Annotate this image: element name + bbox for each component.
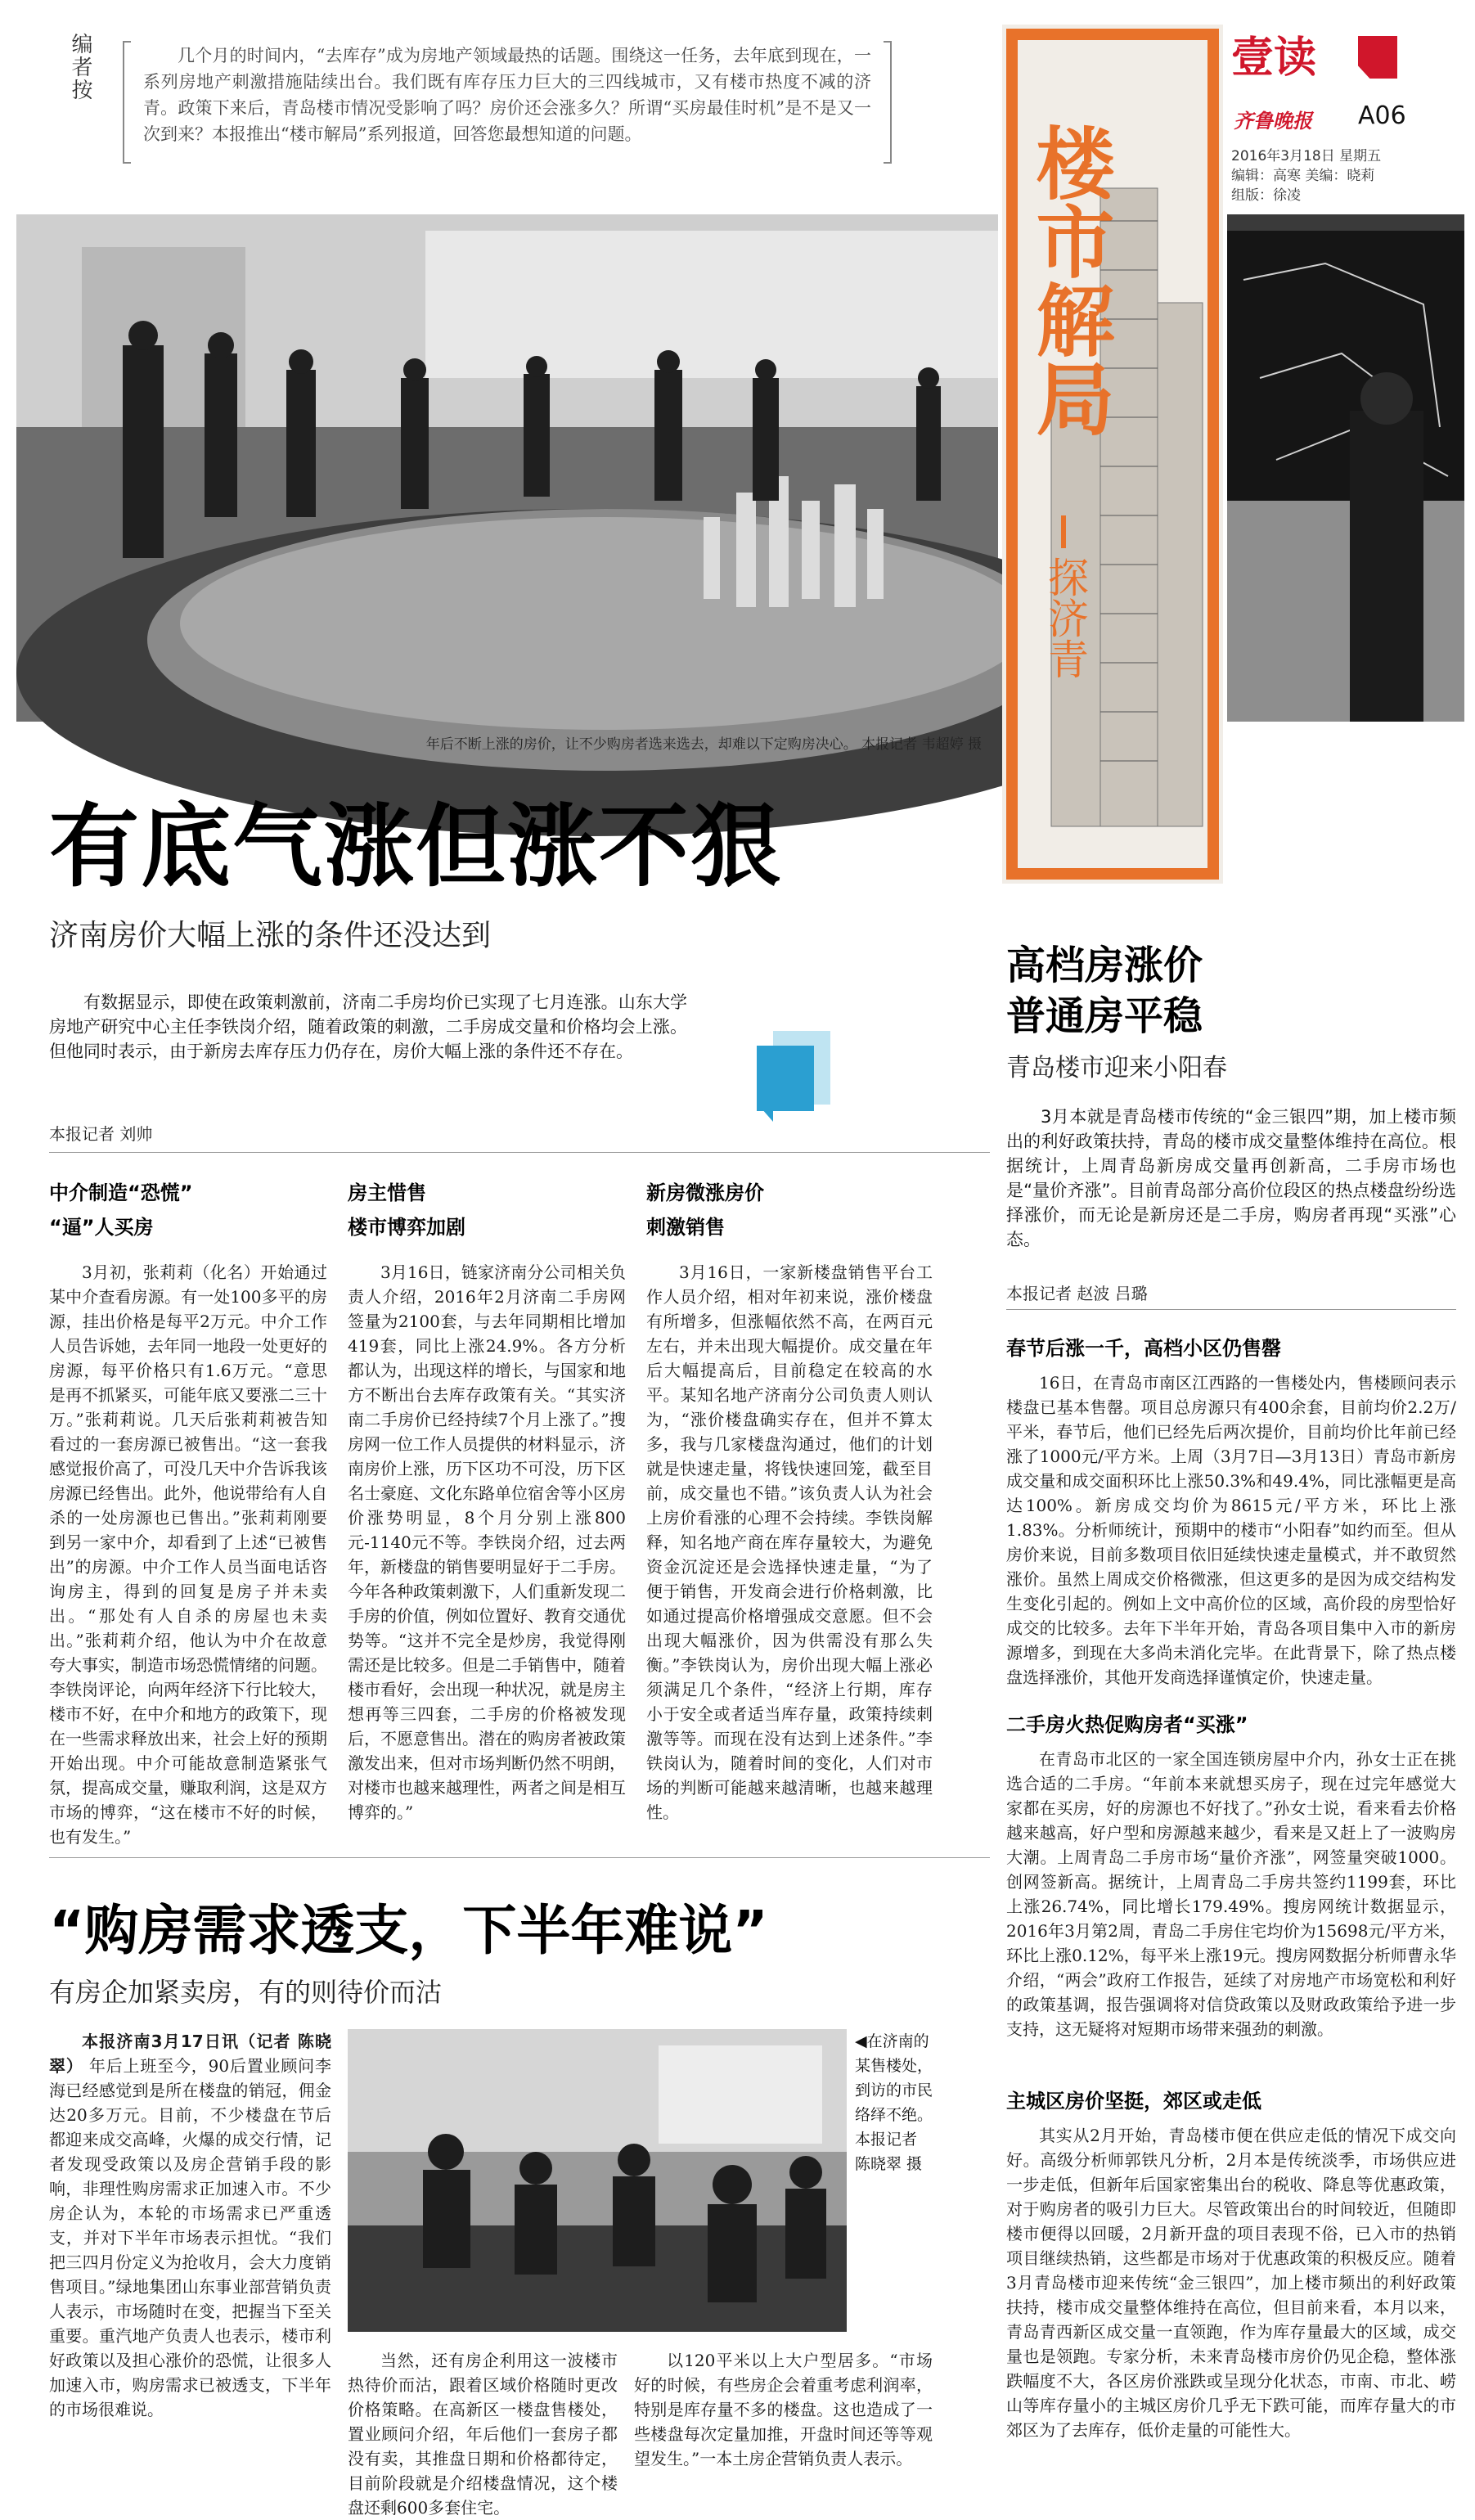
article2-col3-text: 以120平米以上大户型居多。“市场好的时候，有些房企会着重考虑利润率，特别是库存量不多的楼盘。这也造成了一些楼盘每次定量加推，开盘时间还等等观望发生。”一本土房企营销负责人表示。 (634, 2351, 933, 2468)
sales-office-man-photo (1227, 214, 1464, 722)
article1-lead: 有数据显示，即使在政策刺激前，济南二手房均价已实现了七月连涨。山东大学房地产研究中心主任李铁岗介绍，随着政策的刺激，二手房成交量和价格均会上涨。但他同时表示，由于新房去库存压力仍存在，房价大幅上涨的条件还不存在。 (49, 992, 687, 1061)
article1-col2-head1: 房主惜售 (348, 1181, 426, 1204)
editor-note-label: 编者按 (68, 33, 92, 101)
series-title: 楼市解局 (1023, 123, 1115, 437)
article1-subtitle: 济南房价大幅上涨的条件还没达到 (49, 919, 492, 952)
article1-col3-head2: 刺激销售 (646, 1216, 725, 1239)
article3-byline: 本报记者 赵波 吕璐 (1006, 1284, 1148, 1303)
article3-lead: 3月本就是青岛楼市传统的“金三银四”期，加上楼市频出的利好政策扶持，青岛的楼市成交量整体维持在高位。根据统计，上周青岛新房成交量再创新高，二手房市场也是“量价齐涨”。目前青岛部分高价位段区的热点楼盘纷纷选择涨价，而无论是新房还是二手房，购房者再现“买涨”心态。 (1006, 1107, 1456, 1249)
top-photo (16, 214, 998, 722)
editors-line: 编辑：高寒 美编：晓莉 (1231, 168, 1375, 184)
article1-col2-text: 3月16日，链家济南分公司相关负责人介绍，2016年2月济南二手房网签量为2100套，与去年同期相比增加419套，同比上涨24.9%。各方分析都认为，出现这样的增长，与国家和地方不断出台去库存政策有关。“其实济南二手房价已经持续7个月上涨了。”搜房网一位工作人员提供的材料显示，济南房价上涨，历下区功不可没，历下区名士豪庭、文化东路单位宿舍等小区房价涨势明显，8个月分别上涨800元-1140元不等。李铁岗介绍，过去两年，新楼盘的销售要明显好于二手房。今年各种政策刺激下，人们重新发现二手房的价值，例如位置好、教育交通优势等。“这并不完全是炒房，我觉得刚需还是比较多。但是二手销售中，随着楼市看好，会出现一种状况，就是房主想再等三四套，二手房的价格被发现后，不愿意售出。潜在的购房者被政策激发出来，但对市场判断仍然不明朗，对楼市也越来越理性，两者之间是相互博弈的。” (348, 1262, 626, 1822)
article2-col1 (49, 2029, 331, 2487)
paper-name: 齐鲁晚报 (1234, 109, 1312, 133)
article2-col1-text: 年后上班至今，90后置业顾问李海已经感觉到是所在楼盘的销冠，佣金达20多万元。目前，不少楼盘在节后都迎来成交高峰，火爆的成交行情，记者发现受政策以及房企营销手段的影响，非理性购房需求正加速入市。不少房企认为，本轮的市场需求已严重透支，并对下半年市场表示担忧。“我们把三四月份定义为抢收月，会大力度销售项目。”绿地集团山东事业部营销负责人表示，市场随时在变，把握当下至关重要。重汽地产负责人也表示，楼市利好政策以及担心涨价的恐慌，让很多人加速入市，购房需求已被透支，下半年的市场很难说。 (49, 2056, 332, 2419)
article1-col1-text: 3月初，张莉莉（化名）开始通过某中介查看房源。有一处100多平的房源，挂出价格是每平2万元。中介工作人员告诉她，去年同一地段一处更好的房源，每平价格只有1.6万元。“意思是再不抓紧买，可能年底又要涨二三十万。”张莉莉说。几天后张莉莉被告知看过的一套房源已被售出。“这一套我感觉报价高了，可没几天中介告诉我该房源已经售出。此外，他说带给有人自杀的一处房源也已售出。”张莉莉刚要到另一家中介，却看到了上述“已被售出”的房源。中介工作人员当面电话咨询房主，得到的回复是房子并未卖出。“那处有人自杀的房屋也未卖出。”张莉莉介绍，他认为中介在故意夸大事实，制造市场恐慌情绪的问题。李铁岗评论，向两年经济下行比较大，楼市不好，在中介和地方的政策下，现在一些需求释放出来，社会上好的预期开始出现。中介可能故意制造紧张气氛，提高成交量，赚取利润，这是双方市场的博弈，“这在楼市不好的时候，也有发生。” (49, 1262, 327, 1847)
series-banner (1002, 25, 1223, 884)
sales-office-visitors-photo (348, 2029, 847, 2332)
quote-bubble-icon (757, 1031, 830, 1121)
top-photo-caption: 年后不断上涨的房价，让不少购房者选来选去，却难以下定购房决心。 本报记者 韦超婷 摄 (425, 736, 982, 753)
page-number: A06 (1358, 101, 1406, 130)
article2-col2-text: 当然，还有房企利用这一波楼市热待价而沽，跟着区域价格随时更改价格策略。在高新区一楼盘售楼处，置业顾问介绍，年后他们一套房子都没有卖，其推盘日期和价格都待定，目前阶段就是介绍楼盘情况，这个楼盘还剩600多套住宅。 (348, 2351, 618, 2518)
article1-col1-head2: “逼”人买房 (49, 1216, 154, 1239)
article3-s2-head: 二手房火热促购房者“买涨” (1006, 1713, 1248, 1736)
article1-col2-head2: 楼市博弈加剧 (348, 1216, 465, 1239)
series-subtitle: 探济青 (1041, 556, 1089, 679)
article3-subtitle: 青岛楼市迎来小阳春 (1006, 1054, 1227, 1082)
issue-date: 2016年3月18日 星期五 (1231, 148, 1382, 164)
article3-s1-text: 16日，在青岛市南区江西路的一售楼处内，售楼顾问表示楼盘已基本售罄。项目总房源只有400余套，目前均价2.2万/平米，春节后，他们已经先后两次提价，目前均价比年前已经涨了1000元/平方米。上周（3月7日—3月13日）青岛市新房成交量和成交面积环比上涨50.3%和49.4%，同比涨幅更是高达100%。新房成交均价为8615元/平方米，环比上涨1.83%。分析师统计，预期中的楼市“小阳春”如约而至。但从房价来说，目前多数项目依旧延续快速走量模式，并不敢贸然涨价。虽然上周成交价格微涨，但这更多的是因为成交结构发生变化引起的。例如上文中高价位的区域，高价段的房型恰好成交的比较多。去年下半年开始，青岛各项目集中入市的新房源增多，到现在大多尚未消化完毕。在此背景下，除了热点楼盘选择涨价，其他开发商选择谨慎定价，快速走量。 (1006, 1373, 1456, 1687)
article3-s3-head: 主城区房价坚挺，郊区或走低 (1006, 2090, 1261, 2113)
article3-title-line2: 普通房平稳 (1006, 993, 1203, 1039)
article3-divider (1006, 1309, 1456, 1310)
article2-dateline: 本报济南3月17日讯（记者 陈晓翠） (49, 2032, 331, 2076)
sales-office-model-photo (16, 214, 998, 722)
article2-subtitle: 有房企加紧卖房，有的则待价而沽 (49, 1977, 443, 2008)
article1-col1-head1: 中介制造“恐慌” (49, 1181, 193, 1204)
section-name: 壹读 (1231, 34, 1317, 83)
article2-top-rule (49, 1857, 990, 1858)
article3-s3-text: 其实从2月开始，青岛楼市便在供应走低的情况下成交向好。高级分析师郭铁凡分析，2月本是传统淡季，市场供应进一步走低，但新年后国家密集出台的税收、降息等优惠政策，对于购房者的吸引力巨大。尽管政策出台的时间较近，但随即楼市便得以回暖，2月新开盘的项目表现不俗，已入市的热销项目继续热销，这些都是市场对于优惠政策的积极反应。随着3月青岛楼市迎来传统“金三银四”，加上楼市频出的利好政策扶持，楼市成交量整体维持在高位，但目前来看，本月以来，青岛青西新区成交量一直领跑，作为库存量最大的区域，成交量也是领跑。专家分析，未来青岛楼市房价仍见企稳，整体涨跌幅度不大，各区房价涨跌或呈现分化状态，市南、市北、崂山等库存量小的主城区房价几乎无下跌可能，而库存量大的市郊区为了去库存，低价走量的可能性大。 (1006, 2126, 1456, 2440)
editor-note-text: 几个月的时间内，“去库存”成为房地产领域最热的话题。围绕这一任务，去年底到现在，一系列房地产刺激措施陆续出台。我们既有库存压力巨大的三四线城市，又有楼市热度不减的济青。政策下来后，青岛楼市情况受影响了吗？房价还会涨多久？所谓“买房最佳时机”是不是又一次到来？本报推出“楼市解局”系列报道，回答您最想知道的问题。 (143, 46, 871, 144)
right-photo (1227, 214, 1464, 722)
series-divider (1061, 515, 1066, 548)
article3-s2-text: 在青岛市北区的一家全国连锁房屋中介内，孙女士正在挑选合适的二手房。“年前本来就想买房子，现在过完年感觉大家都在买房，好的房源也不好找了。”孙女士说，看来看去价格越来越高，好户型和房源越来越少，看来是又赶上了一波购房大潮。上周青岛二手房市场“量价齐涨”，网签量突破1000。创网签新高。据统计，上周青岛二手房共签约1199套，环比上涨26.74%，同比增长179.49%。搜房网统计数据显示，2016年3月第2周，青岛二手房住宅均价为15698元/平方米，环比上涨0.12%，每平米上涨19元。搜房网数据分析师曹永华介绍，“两会”政府工作报告，延续了对房地产市场宽松和利好的政策基调，报告强调将对信贷政策以及财政政策给予进一步支持，这无疑将对短期市场带来强劲的刺激。 (1006, 1749, 1456, 2039)
editor-note-bracket-left (123, 41, 131, 164)
article3-title-line1: 高档房涨价 (1006, 943, 1203, 988)
editor-note-bracket-right (884, 41, 892, 164)
article1-title: 有底气涨但涨不狠 (49, 794, 782, 899)
article2-title: “购房需求透支，下半年难说” (49, 1899, 768, 1962)
article1-col3-head1: 新房微涨房价 (646, 1181, 764, 1204)
article1-col3-text: 3月16日，一家新楼盘销售平台工作人员介绍，相对年初来说，涨价楼盘有所增多，但涨幅依然不高，在两百元左右，并未出现大幅提价。成交量在年后大幅提高后，目前稳定在较高的水平。某知名地产济南分公司负责人则认为，“涨价楼盘确实存在，但并不算太多，我与几家楼盘沟通过，他们的计划就是快速走量，将钱快速回笼，截至目前，成交量也不错。”该负责人认为社会上房价看涨的心理不会持续。李铁岗解释，知名地产商在库存量较大，为避免资金沉淀还是会选择快速走量，“为了便于销售，开发商会进行价格刺激，比如通过提高价格增强成交意愿。但不会出现大幅涨价，因为供需没有那么失衡。”李铁岗认为，房价出现大幅上涨必须满足几个条件，“经济上行期，库存小于安全或者适当库存量，政策持续刺激等等。而现在没有达到上述条件。”李铁岗认为，随着时间的变化，人们对市场的判断可能越来越清晰，也越来越理性。 (646, 1262, 933, 1822)
proof-line: 组版：徐凌 (1231, 187, 1301, 204)
article2-photo-caption: ◀在济南的某售楼处，到访的市民络绎不绝。本报记者 陈晓翠 摄 (855, 2032, 933, 2173)
article3-s1-head: 春节后涨一千，高档小区仍售罄 (1006, 1337, 1281, 1360)
article1-byline: 本报记者 刘帅 (49, 1124, 153, 1144)
article1-divider (49, 1152, 990, 1153)
editor-note (65, 33, 900, 172)
article2-photo (348, 2029, 847, 2332)
section-flag-icon (1358, 36, 1397, 79)
